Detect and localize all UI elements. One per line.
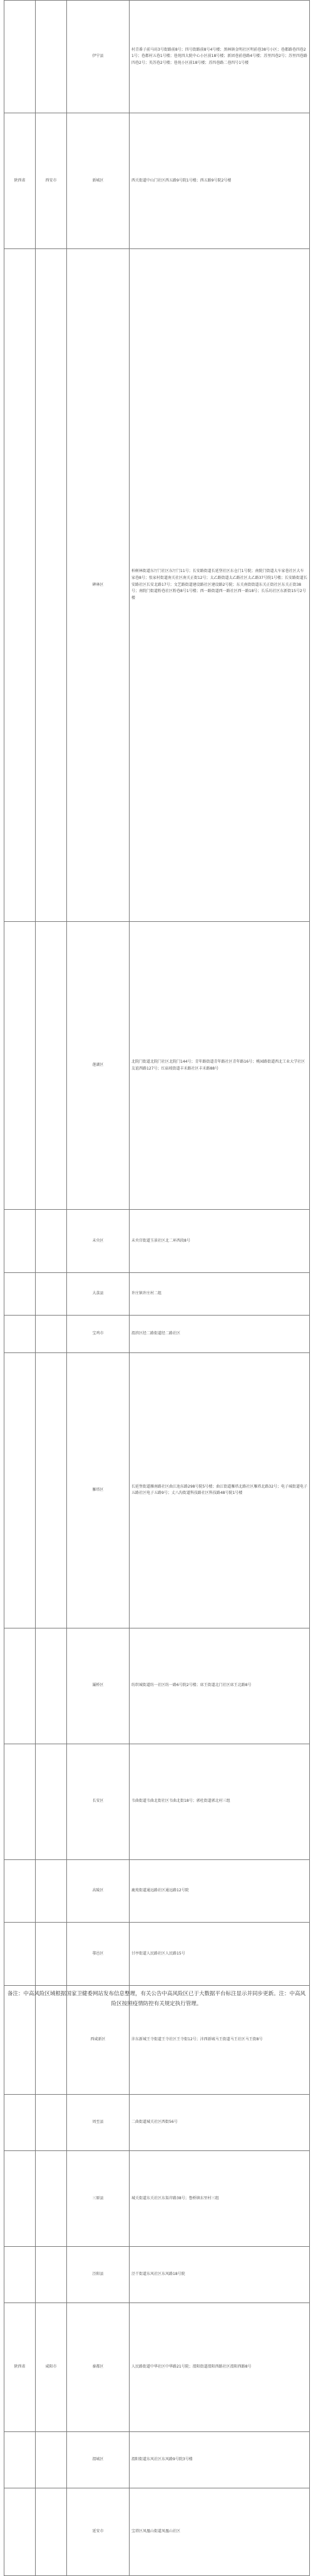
cell-high-risk: 沣东新城王寺街道王寺社区王寺街12号；沣西新城马王街道马王社区马王街8号 (130, 1985, 310, 2095)
cell-province (4, 1316, 36, 1353)
table-row (4, 1353, 310, 1628)
cell-high-risk: 北院门街道北院门社区北院门144号；青年路街道青年路社区青年路16号；桃园路街道西北工业大学社区友谊西路127号；红庙坡街道丰禾路社区丰禾路88号 (130, 921, 310, 1210)
table-row (4, 1210, 310, 1272)
cell-city (36, 1353, 67, 1628)
table-row (4, 1628, 310, 1744)
cell-province (4, 1353, 36, 1628)
cell-district: 秦都区 (67, 2303, 130, 2431)
cell-province (4, 2488, 36, 2575)
cell-district: 泾阳县 (67, 2247, 130, 2303)
cell-district: 伊宁县 (67, 1, 130, 113)
cell-province: 陕西省 (4, 2303, 36, 2431)
cell-district: 三原县 (67, 2150, 130, 2246)
cell-city (36, 1316, 67, 1353)
table-row (4, 1859, 310, 1922)
cell-province (4, 2432, 36, 2488)
cell-province (4, 1210, 36, 1272)
cell-province (4, 1628, 36, 1744)
cell-province (4, 248, 36, 921)
cell-city: 咸阳市 (36, 2303, 67, 2431)
cell-city (36, 1859, 67, 1922)
cell-high-risk: 甘亭街道人民路社区人民路15号 (130, 1923, 310, 1985)
table-row (4, 2247, 310, 2303)
cell-city (36, 1744, 67, 1859)
table-row (4, 1923, 310, 1985)
footnote: 备注：中高风险区域根据国家卫健委网站发布信息整理，有关公告中高风险区已于大数据平台标注显示并同步更新。注：中高风险区按照疫情防控有关规定执行管理。 (7, 1991, 305, 2007)
cell-city (36, 1628, 67, 1744)
cell-district: 西咸新区 (67, 1985, 130, 2095)
cell-province (4, 1859, 36, 1922)
cell-city (36, 1, 67, 113)
table-body (4, 1, 310, 2576)
cell-city (36, 1272, 67, 1316)
cell-city (36, 2247, 67, 2303)
table-row (4, 2488, 310, 2575)
cell-province (4, 2247, 36, 2303)
table-row (4, 2150, 310, 2246)
cell-district: 高陵区 (67, 1859, 130, 1922)
table-row (4, 921, 310, 1210)
cell-high-risk: 韦曲街道韦曲北街社区韦曲北街18号；郭杜街道郭北村三组 (130, 1744, 310, 1859)
table-row (4, 2303, 310, 2431)
cell-high-risk: 城关街道东关社区东渠岸路38号；鲁桥镇东里村三组 (130, 2150, 310, 2246)
cell-high-risk: 人民路街道中华社区中华路21号院；渭阳街道渭阳西路社区渭阳西路8号 (130, 2303, 310, 2431)
cell-city (36, 921, 67, 1210)
cell-high-risk: 宝塔区凤凰山街道凤凰山社区 (130, 2488, 310, 2575)
cell-high-risk: 二曲街道城关社区西街56号 (130, 2095, 310, 2151)
cell-high-risk: 纺织城街道纺一社区纺一路6号院2号楼；席王街道北门社区席王北路8号 (130, 1628, 310, 1744)
cell-high-risk: 鹿苑街道通远路社区通远路12号院 (130, 1859, 310, 1922)
cell-district: 延安市 (67, 2488, 130, 2575)
cell-city (36, 1210, 67, 1272)
cell-high-risk: 许庄镇许庄村二组 (130, 1272, 310, 1316)
cell-high-risk: 西关街道中山门社区西五路9号院1号楼；西五路9号院2号楼 (130, 113, 310, 249)
cell-province (4, 1272, 36, 1316)
table-row (4, 248, 310, 921)
cell-district: 碑林区 (67, 248, 130, 921)
cell-city (36, 2095, 67, 2151)
cell-province (4, 921, 36, 1210)
table-row (4, 1, 310, 113)
cell-city (36, 2150, 67, 2246)
cell-district: 莲湖区 (67, 921, 130, 1210)
cell-district: 宝鸡市 (67, 1316, 130, 1353)
cell-high-risk: 长延堡街道雁南路社区曲江池东路298号院5号楼；曲江街道雁塔北路社区雁塔北路32号；电子城街道电子五路社区电子五路9号；丈八沟街道科技路社区科技路48号院1号楼 (130, 1353, 310, 1628)
cell-city (36, 2432, 67, 2488)
cell-city (36, 248, 67, 921)
cell-district: 大荔县 (67, 1272, 130, 1316)
cell-high-risk: 渭滨区经二路街道经二路社区 (130, 1316, 310, 1353)
cell-district: 未央区 (67, 1210, 130, 1272)
cell-province (4, 2095, 36, 2151)
cell-high-risk: 柏树林街道东厅门社区东厅门11号；长安路街道长延堡社区东仓门1号院；南院门街道大车家巷社区大车家巷8号；张家村街道南关社区南关正街12号；太乙路街道太乙路社区太乙路37号院1号楼；长安路街道长安路社区长安北路17号；文艺路街道建设路社区建设路2号院；东关南街街道东关正街社区东关正街38号；南院门街道粉巷社区粉巷8号1号楼；西一路街道西一路社区西一路18号；长乐坊社区东新街15号2号楼 (130, 248, 310, 921)
table-row (4, 113, 310, 249)
cell-province (4, 2150, 36, 2246)
cell-city (36, 2488, 67, 2575)
cell-district: 长安区 (67, 1744, 130, 1859)
cell-district: 雁塔区 (67, 1353, 130, 1628)
cell-city (36, 1923, 67, 1985)
cell-province (4, 1, 36, 113)
cell-district: 新城区 (67, 113, 130, 249)
cell-province: 陕西省 (4, 113, 36, 249)
table-row (4, 1272, 310, 1316)
table-row (4, 2432, 310, 2488)
cell-district: 周至县 (67, 2095, 130, 2151)
cell-city: 西安市 (36, 113, 67, 249)
cell-province (4, 1744, 36, 1859)
cell-high-risk: 泾干街道东风社区东风路18号院 (130, 2247, 310, 2303)
cell-province (4, 1923, 36, 1985)
cell-high-risk: 村青番子前马坊3号街路前8号；四号街路前8号4号楼；黑林镇金明社区明前巷38号小区；巷都路巷四巷21号；巷都村五巷1号楼；巷苑四大院中心小区前18号楼；新团巷前巷路4号楼；苏里四巷2号；苏里四巷路四巷2号；英苏巷2号楼；巷苑小区前18号楼；苏四巷路二巷四号1号楼 (130, 1, 310, 113)
table-row (4, 2095, 310, 2151)
table-row (4, 1316, 310, 1353)
cell-district: 灞桥区 (67, 1628, 130, 1744)
cell-district: 鄠邑区 (67, 1923, 130, 1985)
risk-area-table (4, 0, 310, 2576)
cell-high-risk: 渭阳街道东风社区东风路9号院3号楼 (130, 2432, 310, 2488)
table-row (4, 1744, 310, 1859)
cell-high-risk: 未央宫街道玉景社区北二环西段8号 (130, 1210, 310, 1272)
cell-district: 渭城区 (67, 2432, 130, 2488)
